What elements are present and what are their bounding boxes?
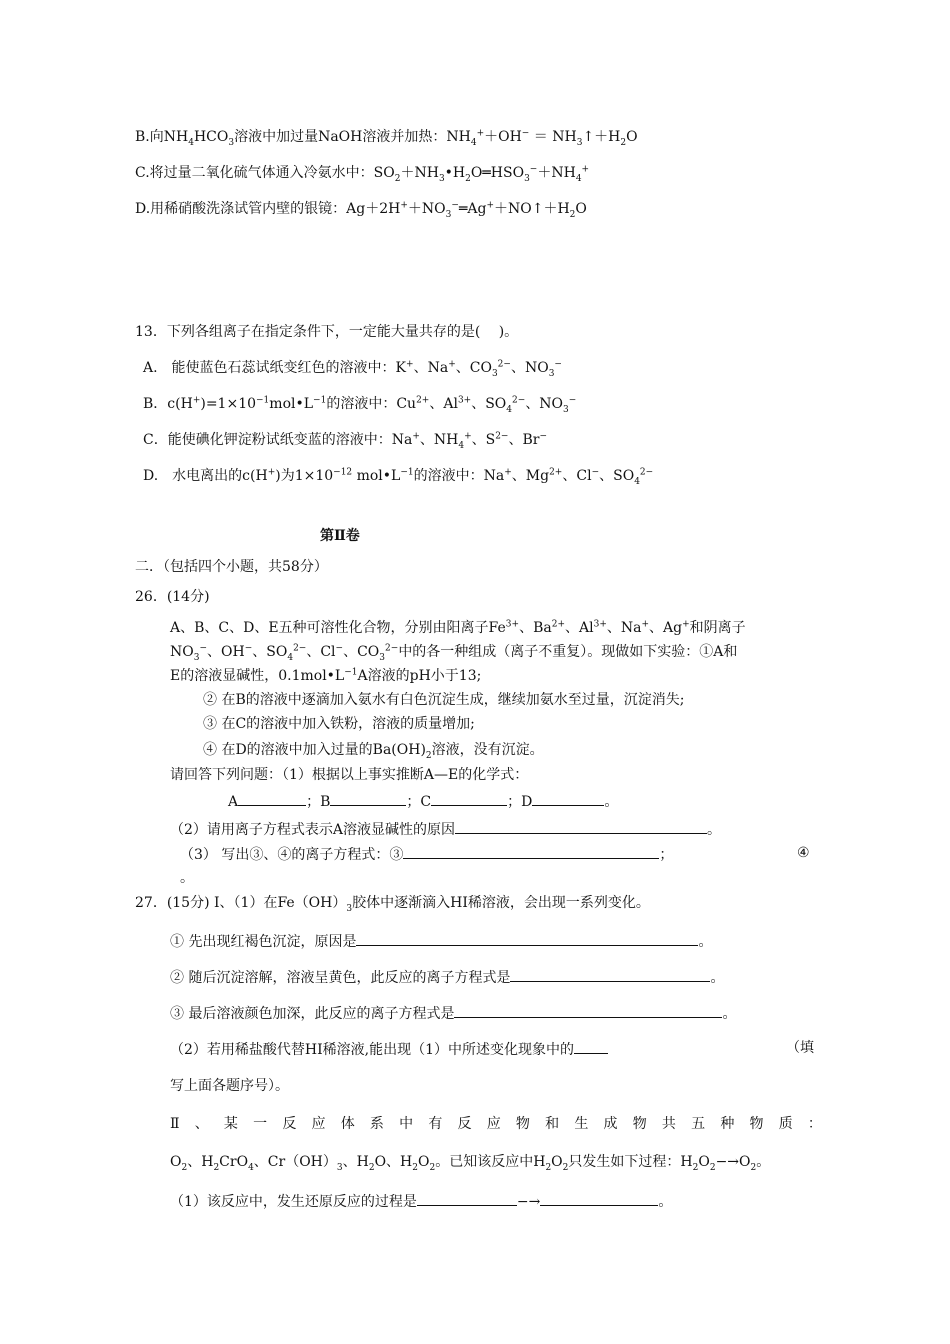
q27-line-3: ③ 最后溶液颜色加深，此反应的离子方程式是 。	[170, 1002, 736, 1024]
q27-line-1: ① 先出现红褐色沉淀，原因是 。	[170, 930, 712, 952]
answer-blank-q27-4[interactable]	[574, 1038, 608, 1054]
answer-blank-q27-ii-1a[interactable]	[417, 1190, 517, 1206]
q26-line-6: ④ 在D的溶液中加入过量的$Ba(OH)_2$溶液，没有沉淀。	[203, 742, 544, 761]
q27-part-ii-line-3: （1）该反应中，发生还原反应的过程是 −→ 。	[170, 1190, 672, 1212]
answer-blank-q27-ii-1b[interactable]	[540, 1190, 658, 1206]
q27-line-4: （2）若用稀盐酸代替HI稀溶液,能出现（1）中所述变化现象中的	[170, 1038, 608, 1060]
q13-option-d: D. 水电离出的c(H+)为$1\times 10^{-12}$ $mol•L^{-1}$的溶液中：Na+、$Mg^{2+}$、Cl−、$SO_4^{2-}$	[143, 467, 654, 487]
q26-line-7: 请回答下列问题：（1）根据以上事实推断A—E的化学式：	[170, 767, 529, 783]
q12-option-c: C.将过量二氧化硫气体通入冷氨水中：$SO_2+NH_3•H_2O═HSO_3^-+NH_4^+$	[135, 164, 590, 184]
q13-option-b: B．$c(H^+)=1\times 10^{-1}mol•L^{-1}$的溶液中：$Cu^{2+}$、$Al^{3+}$、$SO_4^{2-}$、$NO_3^-$	[143, 395, 577, 415]
q26-line-11: 。	[180, 870, 194, 886]
q27-part-ii: Ⅱ、某一反应体系中有反应物和生成物共五种物质：	[170, 1116, 838, 1132]
q26-line-9: （2）请用离子方程式表示A溶液显碱性的原因 。	[170, 818, 721, 840]
q27-part-ii-line-2: $O_2$、$H_2CrO_4$、$Cr(OH)_3$、$H_2O$、$H_2O_2$。已知该反应中$H_2O_2$只发生如下过程：$H_2O_2-\to O_2$。	[170, 1154, 771, 1173]
q26-line-2: $NO_3^-$、OH−、$SO_4^{2-}$、Cl−、$CO_3^{2-}$中的各一种组成（离子不重复）。现做如下实验：①A和	[170, 643, 738, 663]
answer-blank-b[interactable]	[330, 790, 406, 806]
q12-option-d: D.用稀硝酸洗涤试管内壁的银镜：$Ag+2H^++NO_3^-═Ag^++NO↑+H_2O$	[135, 200, 587, 220]
answer-blank-d[interactable]	[532, 790, 604, 806]
q26-line-8: A ；B ；C ；D 。	[228, 790, 618, 812]
answer-blank-q26-2[interactable]	[455, 818, 707, 834]
section-header: 二．（包括四个小题，共58分）	[135, 559, 328, 575]
q13-stem: 13．下列各组离子在指定条件下，一定能大量共存的是( )。	[135, 324, 519, 340]
q13-option-c: C．能使碘化钾淀粉试纸变蓝的溶液中：Na+、$NH_4^+$、$S^{2-}$、Br−	[143, 431, 548, 451]
q12-option-b: B.向$NH_4HCO_3$溶液中加过量NaOH溶液并加热：$NH_4^++OH^-$ ＝ $NH_3↑+H_2O$	[135, 128, 638, 148]
answer-blank-a[interactable]	[238, 790, 306, 806]
q27-line-5: 写上面各题序号）。	[170, 1078, 289, 1094]
q27-head: 27．(15分) Ⅰ、（1）在$Fe(OH)_3$胶体中逐渐滴入HI稀溶液，会出现一系列变化。	[135, 895, 650, 914]
q27-line-2: ② 随后沉淀溶解，溶液呈黄色，此反应的离子方程式是 。	[170, 966, 724, 988]
q26-line-10-four: ④	[797, 845, 810, 861]
part-title: 第Ⅱ卷	[320, 528, 360, 544]
answer-blank-q27-1[interactable]	[356, 930, 698, 946]
q26-line-4: ② 在B的溶液中逐滴加入氨水有白色沉淀生成，继续加氨水至过量，沉淀消失;	[203, 692, 685, 708]
q26-line-5: ③ 在C的溶液中加入铁粉，溶液的质量增加;	[203, 716, 475, 732]
q27-line-4-fill: （填	[786, 1040, 814, 1056]
q26-line-3: E的溶液显碱性，$0.1mol•L^{-1}A$溶液的pH小于13;	[170, 667, 482, 684]
answer-blank-q26-3a[interactable]	[403, 843, 659, 859]
answer-blank-q27-2[interactable]	[510, 966, 710, 982]
q26-line-10: （3） 写出③、④的离子方程式：③ ；	[180, 843, 673, 865]
q13-option-a: A. 能使蓝色石蕊试纸变红色的溶液中：K+、Na+、$CO_3^{2-}$、$NO_3^-$	[143, 359, 562, 379]
answer-blank-q27-3[interactable]	[454, 1002, 722, 1018]
answer-blank-c[interactable]	[431, 790, 507, 806]
q26-head: 26．(14分)	[135, 589, 210, 605]
q26-line-1: A、B、C、D、E五种可溶性化合物，分别由阳离子$Fe^{3+}$、$Ba^{2+}$、$Al^{3+}$、Na+、Ag+和阴离子	[170, 619, 746, 636]
